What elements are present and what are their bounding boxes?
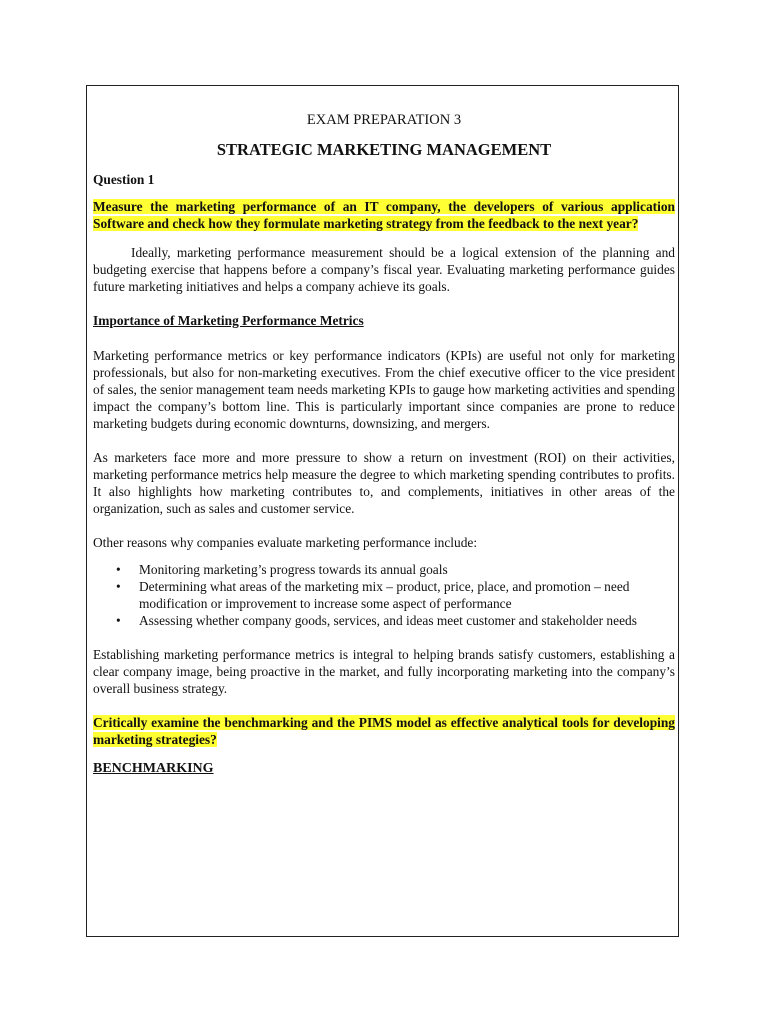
question-prompt [93, 198, 675, 232]
paragraph-roi: As marketers face more and more pressure to show a return on investment (ROI) on their activities, marketing performance metrics help measure the degree to which marketing spending contributes to profits. It also highlights how marketing contributes to, and complements, initiatives in other areas of the organization, such as sales and customer service. [93, 450, 675, 516]
bullet-icon: • [116, 579, 121, 594]
list-item [116, 578, 675, 612]
reasons-list [93, 561, 675, 629]
question-prompt-2 [93, 714, 675, 748]
section-heading: Importance of Marketing Performance Metrics [93, 313, 364, 328]
question-label: Question 1 [93, 172, 155, 187]
list-item-text: Determining what areas of the marketing mix – product, price, place, and promotion – need modification or improvement to increase some aspect of performance [139, 579, 630, 611]
list-item-text: Monitoring marketing’s progress towards its annual goals [139, 562, 448, 577]
paragraph-kpis: Marketing performance metrics or key performance indicators (KPIs) are useful not only for marketing professionals, but also for non-marketing executives. From the chief executive officer to the vice president of sales, the senior management team needs marketing KPIs to gauge how marketing activities and spending impact the company’s bottom line. This is particularly important since companies are prone to reduce marketing budgets during economic downturns, downsizing, and mergers. [93, 348, 675, 431]
paragraph-establishing: Establishing marketing performance metrics is integral to helping brands satisfy customers, establishing a clear company image, being proactive in the market, and fully incorporating marketing into the company’s overall business strategy. [93, 647, 675, 696]
question-prompt-2-text: Critically examine the benchmarking and the PIMS model as effective analytical tools for developing marketing strategies? [93, 715, 675, 747]
question-prompt-text: Measure the marketing performance of an IT company, the developers of various application Software and check how they formulate marketing strategy from the feedback to the next year? [93, 199, 675, 231]
list-item [116, 561, 675, 578]
bullet-icon: • [116, 562, 121, 577]
exam-title: EXAM PREPARATION 3 [306, 112, 462, 128]
bullet-icon: • [116, 613, 121, 628]
list-item-text: Assessing whether company goods, services, and ideas meet customer and stakeholder needs [139, 613, 637, 628]
benchmarking-heading: BENCHMARKING [93, 761, 214, 776]
main-title: STRATEGIC MARKETING MANAGEMENT [216, 140, 552, 159]
list-item [116, 612, 675, 629]
intro-paragraph: Ideally, marketing performance measurement should be a logical extension of the planning and budgeting exercise that happens before a company’s fiscal year. Evaluating marketing performance guides future marketing initiatives and helps a company achieve its goals. [93, 245, 675, 294]
document-body [93, 112, 675, 777]
reasons-intro: Other reasons why companies evaluate marketing performance include: [93, 535, 478, 550]
